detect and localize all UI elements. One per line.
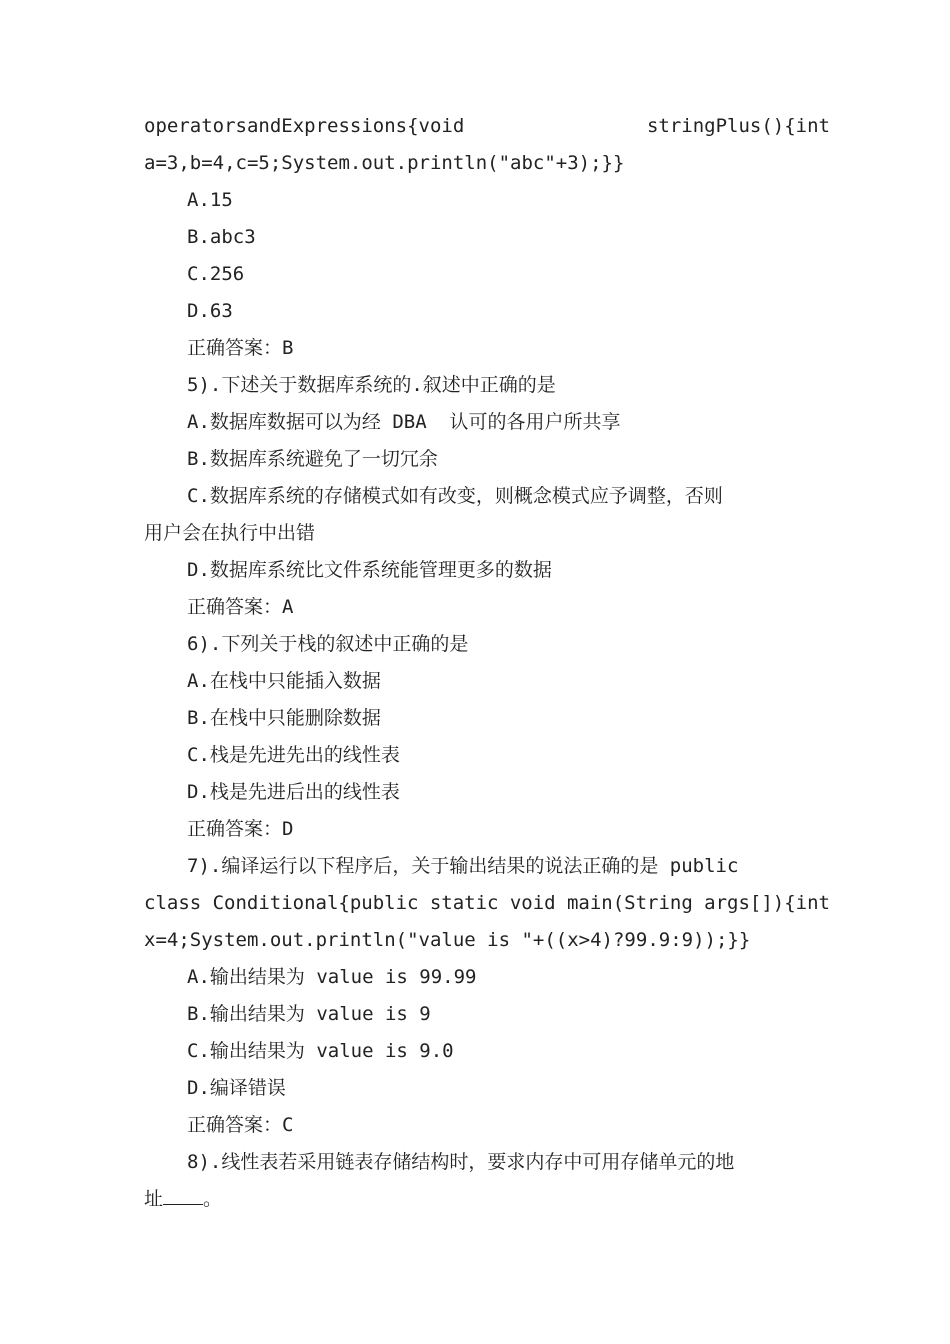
- q8-stem-line-2: [144, 1181, 830, 1218]
- q4-stem-line-1-left: operatorsandExpressions{void: [144, 115, 465, 137]
- q4-stem-line-1: [144, 108, 830, 145]
- q7-answer: 正确答案：C: [187, 1114, 294, 1136]
- q7-code-token: args[]){int: [704, 892, 830, 914]
- q7-option-d: D.编译错误: [187, 1077, 286, 1099]
- q7-option-c: C.输出结果为 value is 9.0: [187, 1040, 454, 1062]
- q4-stem-line-1-right: stringPlus(){int: [646, 115, 830, 137]
- q6-option-c: C.栈是先进先出的线性表: [187, 744, 400, 766]
- q6-stem: 6).下列关于栈的叙述中正确的是: [187, 633, 469, 655]
- q7-stem-line-3: x=4;System.out.println("value is "+((x>4)?99.9:9));}}: [144, 929, 751, 951]
- q7-code-token: static: [429, 892, 499, 914]
- q7-stem-line-1: 7).编译运行以下程序后，关于输出结果的说法正确的是 public: [187, 855, 739, 877]
- q7-code-token: Conditional{public: [212, 892, 419, 914]
- q5-option-b: B.数据库系统避免了一切冗余: [187, 448, 438, 470]
- document-body: [144, 108, 830, 1218]
- q6-option-b: B.在栈中只能删除数据: [187, 707, 381, 729]
- q5-stem: 5).下述关于数据库系统的.叙述中正确的是: [187, 374, 556, 396]
- q7-option-a: A.输出结果为 value is 99.99: [187, 966, 477, 988]
- q4-option-b: B.abc3: [187, 226, 256, 248]
- q5-answer: 正确答案：A: [187, 596, 294, 618]
- q6-answer: 正确答案：D: [187, 818, 294, 840]
- q7-option-b: B.输出结果为 value is 9: [187, 1003, 431, 1025]
- q5-option-d: D.数据库系统比文件系统能管理更多的数据: [187, 559, 552, 581]
- q7-code-token: main(String: [566, 892, 693, 914]
- q8-stem-line-1: 8).线性表若采用链表存储结构时，要求内存中可用存储单元的地: [187, 1151, 735, 1173]
- q6-option-a: A.在栈中只能插入数据: [187, 670, 381, 692]
- q4-option-d: D.63: [187, 300, 233, 322]
- q4-answer: 正确答案：B: [187, 337, 294, 359]
- q4-stem-line-2: a=3,b=4,c=5;System.out.println("abc"+3);}}: [144, 152, 625, 174]
- answer-blank: [163, 1184, 203, 1205]
- q7-stem-line-2: [144, 885, 830, 922]
- q4-option-c: C.256: [187, 263, 245, 285]
- q5-option-a: A.数据库数据可以为经 DBA 认可的各用户所共享: [187, 411, 621, 433]
- q5-option-c-continued: 用户会在执行中出错: [144, 522, 316, 544]
- q8-stem-prefix: 址: [144, 1188, 164, 1210]
- q4-option-a: A.15: [187, 189, 233, 211]
- q8-stem-suffix: 。: [203, 1188, 223, 1210]
- q7-code-token: class: [144, 892, 202, 914]
- q5-option-c: C.数据库系统的存储模式如有改变，则概念模式应予调整，否则: [187, 485, 723, 507]
- q7-code-token: void: [509, 892, 556, 914]
- q6-option-d: D.栈是先进后出的线性表: [187, 781, 400, 803]
